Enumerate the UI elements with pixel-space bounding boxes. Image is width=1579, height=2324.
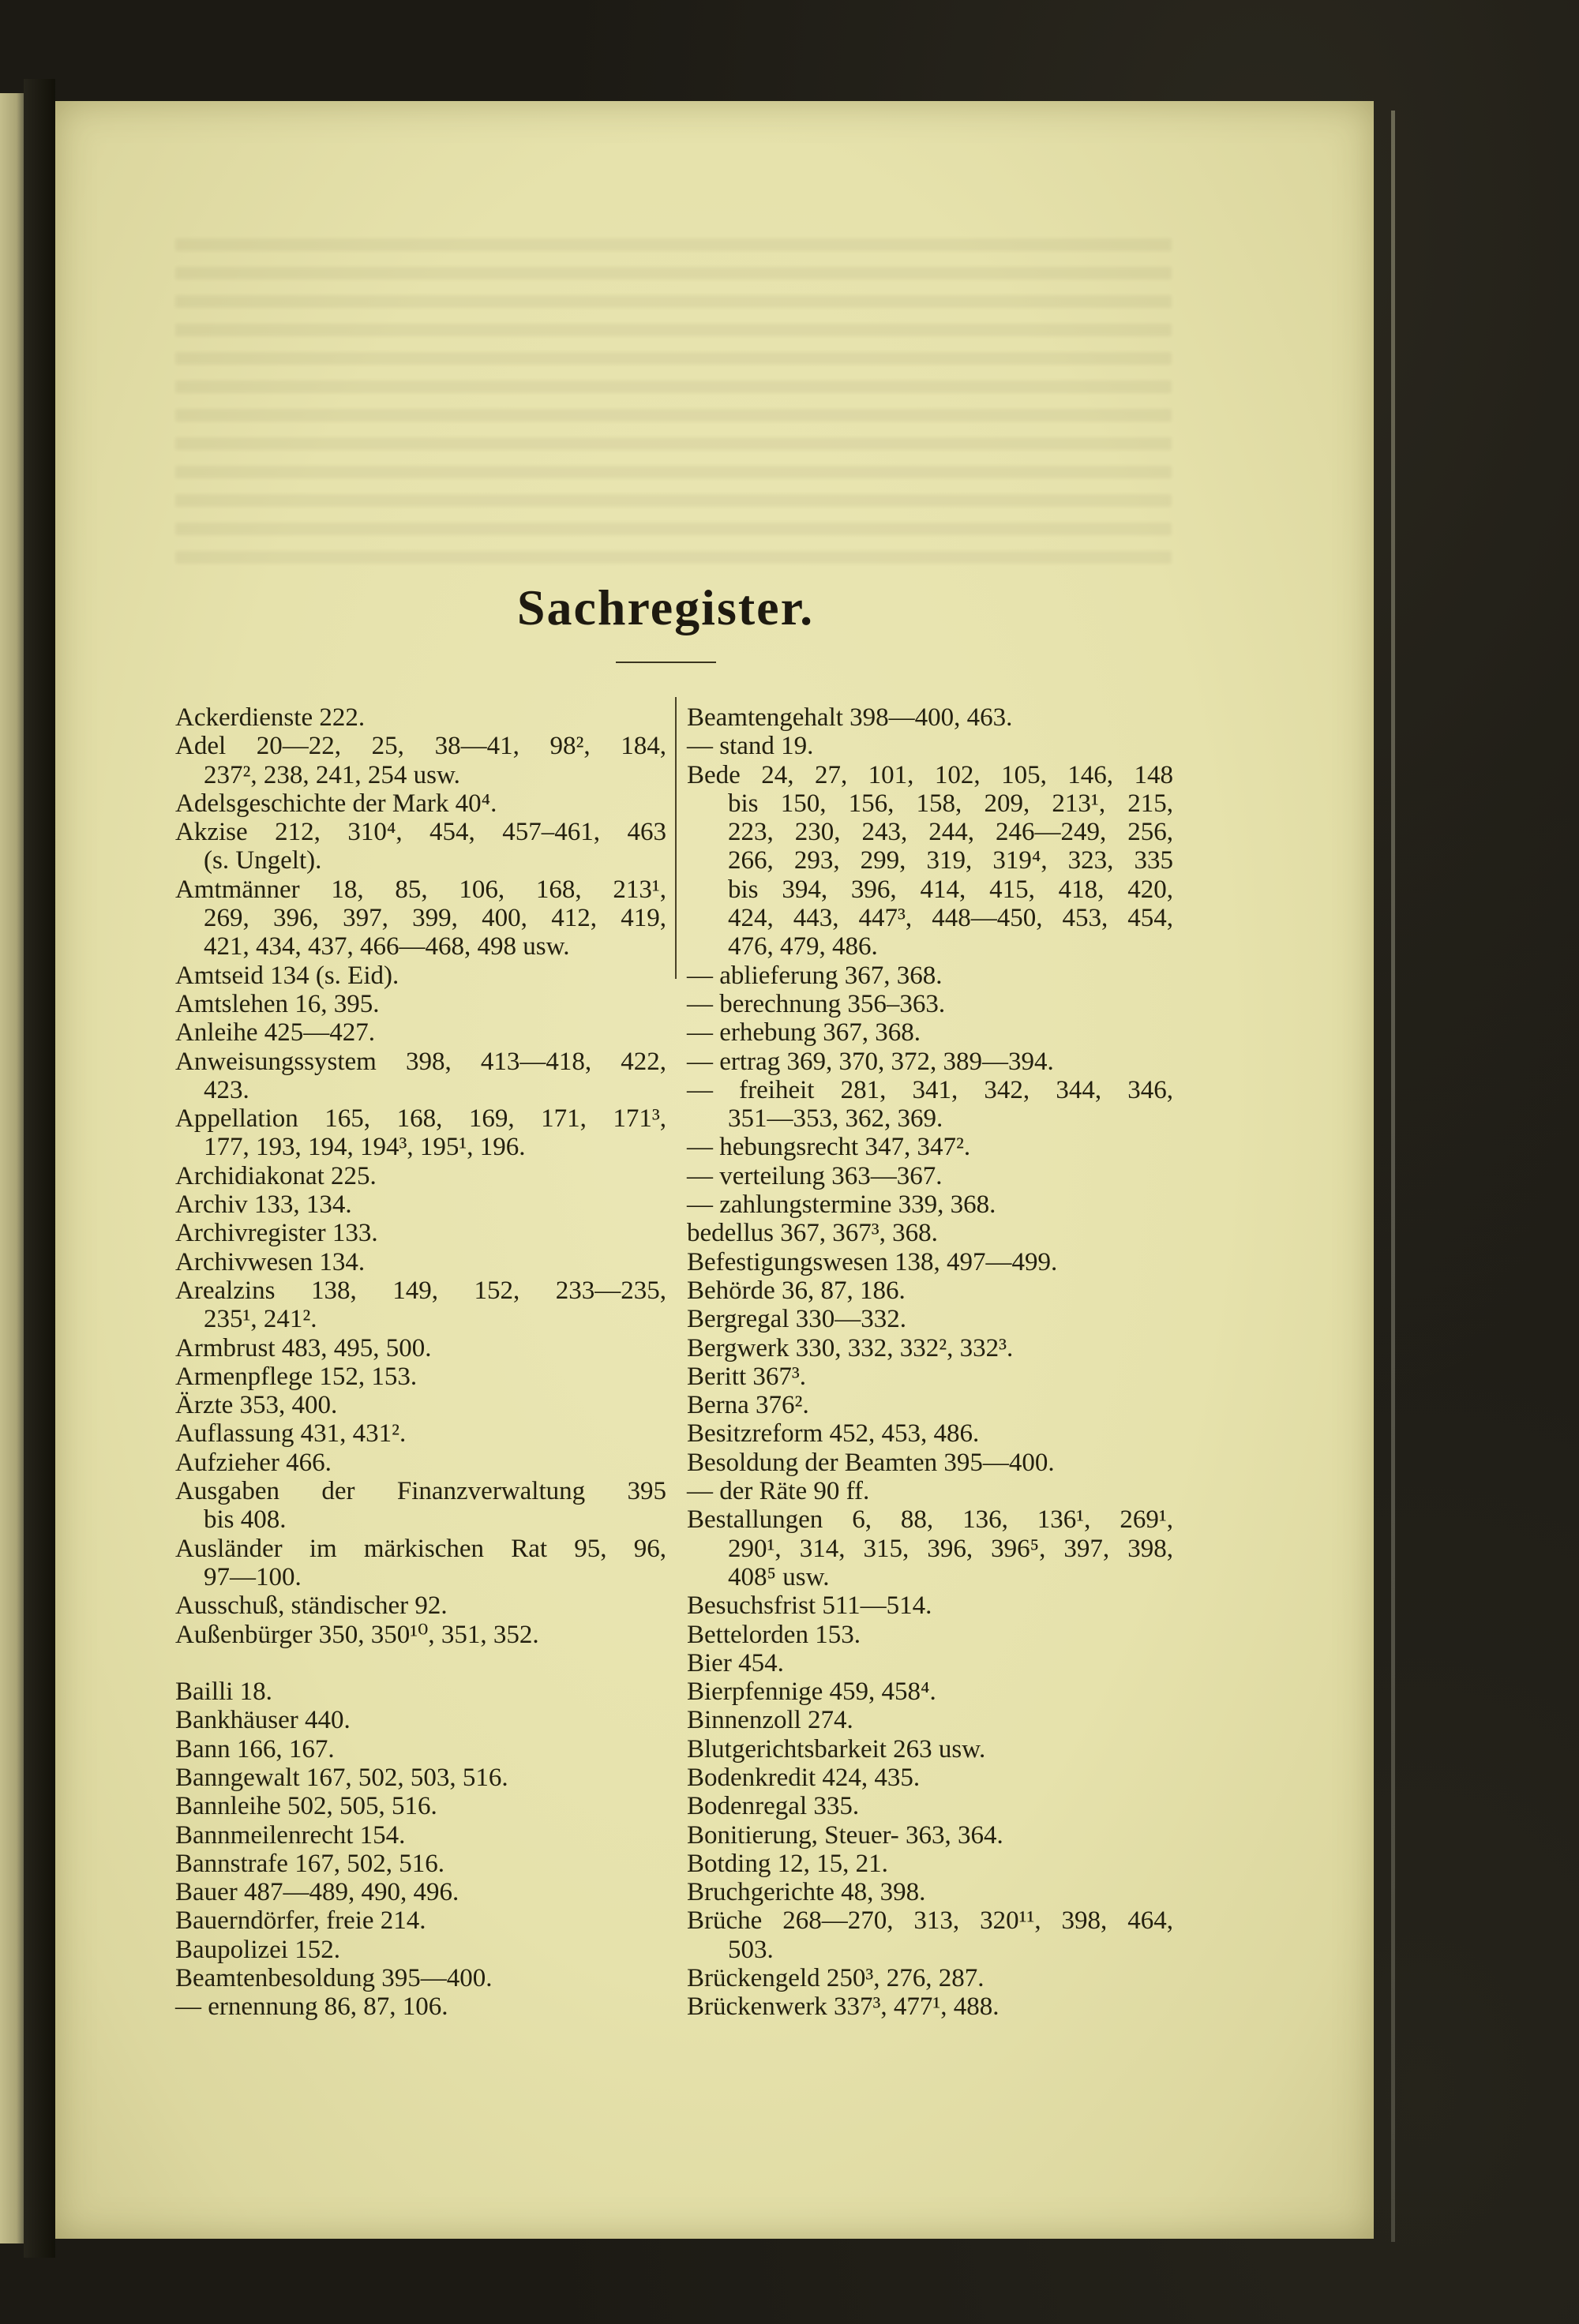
index-entry [687, 1706, 1173, 1734]
index-entry-line: Brüche 268—270, 313, 320¹¹, 398, 464, [687, 1906, 1173, 1936]
index-entry [687, 990, 1173, 1018]
index-section [175, 703, 666, 1649]
index-entry [687, 1821, 1173, 1850]
index-entry [175, 818, 666, 875]
index-column-right [687, 703, 1173, 2022]
index-entry [175, 1964, 666, 1992]
index-entry [175, 1906, 666, 1935]
index-entry [687, 1878, 1173, 1906]
index-entry-line: Anleihe 425—427. [175, 1018, 375, 1048]
index-entry [687, 1363, 1173, 1391]
index-entry [687, 1248, 1173, 1276]
index-entry [687, 761, 1173, 961]
index-entry [175, 1104, 666, 1162]
index-entry [175, 1621, 666, 1649]
index-entry [175, 961, 666, 990]
index-entry-line: Besitzreform 452, 453, 486. [687, 1419, 980, 1449]
index-entry [687, 1992, 1173, 2021]
index-entry [175, 1677, 666, 1706]
index-entry-line: 290¹, 314, 315, 396, 396⁵, 397, 398, [728, 1534, 1173, 1563]
index-entry-line: Bier 454. [687, 1648, 784, 1677]
index-entry [175, 1850, 666, 1878]
index-entry-line: — verteilung 363—367. [687, 1161, 943, 1190]
index-entry [687, 1964, 1173, 1992]
title-rule [616, 662, 716, 663]
index-entry-line: 351—353, 362, 369. [728, 1104, 943, 1134]
index-entry-line: Bierpfennige 459, 458⁴. [687, 1677, 936, 1707]
index-entry-line: Brückenwerk 337³, 477¹, 488. [687, 1992, 1000, 2022]
index-entry [175, 1048, 666, 1105]
index-entry-line: Aufzieher 466. [175, 1448, 332, 1477]
index-entry [175, 1735, 666, 1764]
index-entry [687, 732, 1173, 760]
index-entry-line: Bauer 487—489, 490, 496. [175, 1878, 459, 1907]
index-entry [687, 1792, 1173, 1820]
index-section [175, 1677, 666, 2022]
index-entry-line: Akzise 212, 310⁴, 454, 457–461, 463 [175, 818, 666, 847]
index-entry-line: 97—100. [204, 1562, 302, 1591]
index-entry-line: bedellus 367, 367³, 368. [687, 1219, 938, 1248]
index-entry-line: — erhebung 367, 368. [687, 1018, 921, 1048]
index-entry-line: 421, 434, 437, 466—468, 498 usw. [204, 932, 570, 961]
index-entry [687, 1391, 1173, 1419]
index-entry-line: 237², 238, 241, 254 usw. [204, 760, 460, 789]
index-entry [687, 1477, 1173, 1505]
index-entry [687, 1133, 1173, 1161]
index-entry-line: Bergregal 330—332. [687, 1305, 907, 1334]
index-entry-line: Amtseid 134 (s. Eid). [175, 961, 399, 990]
index-entry [175, 1419, 666, 1448]
index-entry-line: bis 408. [204, 1505, 287, 1535]
index-entry [175, 875, 666, 961]
index-entry [175, 1248, 666, 1276]
index-entry-line: Armenpflege 152, 153. [175, 1362, 418, 1391]
index-entry-line: Ausschuß, ständischer 92. [175, 1591, 448, 1621]
index-entry-line: bis 150, 156, 158, 209, 213¹, 215, [728, 789, 1173, 818]
index-entry [175, 1992, 666, 2021]
index-entry [687, 1190, 1173, 1219]
index-entry-line: Brückengeld 250³, 276, 287. [687, 1964, 985, 1993]
index-entry [175, 1764, 666, 1792]
index-entry [687, 1505, 1173, 1591]
index-entry-line: 269, 396, 397, 399, 400, 412, 419, [204, 904, 666, 933]
index-entry-line: — zahlungstermine 339, 368. [687, 1190, 996, 1220]
index-entry-line: Ackerdienste 222. [175, 703, 366, 732]
index-entry-line: Botding 12, 15, 21. [687, 1849, 888, 1878]
index-title: Sachregister. [516, 579, 815, 635]
index-entry [687, 1850, 1173, 1878]
index-entry [175, 1018, 666, 1047]
index-entry [175, 1363, 666, 1391]
index-entry-line: — hebungsrecht 347, 347². [687, 1133, 971, 1162]
index-entry [687, 1591, 1173, 1620]
index-entry-line: Bannstrafe 167, 502, 516. [175, 1849, 444, 1878]
index-entry [687, 1048, 1173, 1076]
index-entry-line: Bergwerk 330, 332, 332², 332³. [687, 1333, 1014, 1363]
index-entry-line: Bonitierung, Steuer- 363, 364. [687, 1820, 1003, 1850]
index-entry-line: Besuchsfrist 511—514. [687, 1591, 932, 1621]
index-entry [687, 1018, 1173, 1047]
index-entry [175, 1792, 666, 1820]
index-entry-line: Banngewalt 167, 502, 503, 516. [175, 1763, 508, 1792]
index-entry-line: Adelsgeschichte der Mark 40⁴. [175, 789, 497, 818]
index-entry [175, 703, 666, 732]
index-entry [175, 789, 666, 818]
index-entry [175, 1821, 666, 1850]
index-entry-line: Binnenzoll 274. [687, 1706, 853, 1735]
index-entry [175, 1878, 666, 1906]
index-entry-line: Bannmeilenrecht 154. [175, 1820, 406, 1850]
index-entry-line: Appellation 165, 168, 169, 171, 171³, [175, 1104, 666, 1134]
index-entry-line: Berna 376². [687, 1391, 809, 1420]
index-entry [175, 1936, 666, 1964]
index-entry [175, 1391, 666, 1419]
index-entry-line: Ausgaben der Finanzverwaltung 395 [175, 1477, 666, 1506]
index-entry-line: 503. [728, 1935, 774, 1964]
index-entry [687, 1735, 1173, 1764]
index-entry-line: Amtslehen 16, 395. [175, 989, 380, 1018]
index-entry [175, 1276, 666, 1334]
index-entry [687, 1764, 1173, 1792]
index-entry-line: 424, 443, 447³, 448—450, 453, 454, [728, 904, 1173, 933]
index-entry [687, 1419, 1173, 1448]
index-entry-line: 476, 479, 486. [728, 932, 878, 961]
index-entry [175, 990, 666, 1018]
index-entry-line: Bodenregal 335. [687, 1792, 860, 1821]
index-entry-line: Blutgerichtsbarkeit 263 usw. [687, 1734, 986, 1764]
index-entry-line: 423. [204, 1075, 249, 1104]
index-entry [175, 1162, 666, 1190]
index-entry-line: Bruchgerichte 48, 398. [687, 1878, 926, 1907]
index-entry [687, 1449, 1173, 1477]
index-entry-line: 177, 193, 194, 194³, 195¹, 196. [204, 1133, 526, 1162]
index-entry [175, 1591, 666, 1620]
index-entry [175, 1219, 666, 1247]
index-entry [687, 1621, 1173, 1649]
index-entry [175, 732, 666, 789]
index-section [687, 703, 1173, 2022]
index-entry [175, 1190, 666, 1219]
index-entry [687, 1305, 1173, 1333]
index-entry [175, 1334, 666, 1363]
index-entry-line: Bestallungen 6, 88, 136, 136¹, 269¹, [687, 1505, 1173, 1535]
index-entry-line: Baupolizei 152. [175, 1935, 340, 1964]
index-entry [175, 1706, 666, 1734]
index-entry-line: 235¹, 241². [204, 1305, 317, 1334]
index-entry-line: Adel 20—22, 25, 38—41, 98², 184, [175, 732, 666, 761]
index-entry [687, 1162, 1173, 1190]
index-entry-line: Archivwesen 134. [175, 1247, 366, 1276]
index-entry-line: Archivregister 133. [175, 1219, 378, 1248]
index-entry-line: — berechnung 356–363. [687, 989, 946, 1018]
index-entry [687, 961, 1173, 990]
index-entry [687, 1906, 1173, 1964]
index-entry-line: Bauerndörfer, freie 214. [175, 1906, 426, 1936]
index-entry [687, 1219, 1173, 1247]
index-entry-line: Außenbürger 350, 350¹⁰, 351, 352. [175, 1620, 539, 1649]
index-entry-line: — ernennung 86, 87, 106. [175, 1992, 448, 2022]
index-entry [687, 1334, 1173, 1363]
index-entry-line: 408⁵ usw. [728, 1562, 830, 1591]
index-entry-line: Bannleihe 502, 505, 516. [175, 1792, 437, 1821]
index-entry [687, 1076, 1173, 1134]
index-entry-line: Bettelorden 153. [687, 1620, 861, 1649]
index-entry-line: — der Räte 90 ff. [687, 1477, 870, 1506]
index-entry-line: (s. Ungelt). [204, 846, 322, 875]
index-entry-line: — stand 19. [687, 732, 814, 761]
index-entry-line: Bann 166, 167. [175, 1734, 335, 1764]
index-entry-line: 223, 230, 243, 244, 246—249, 256, [728, 818, 1173, 847]
page-fore-edge [1391, 111, 1395, 2242]
index-entry [175, 1535, 666, 1592]
index-entry [687, 1276, 1173, 1305]
index-entry-line: Behörde 36, 87, 186. [687, 1276, 906, 1305]
index-entry-line: Ausländer im märkischen Rat 95, 96, [175, 1534, 666, 1563]
index-entry-line: Anweisungssystem 398, 413—418, 422, [175, 1047, 666, 1076]
index-entry-line: bis 394, 396, 414, 415, 418, 420, [728, 875, 1173, 904]
index-entry-line: Bankhäuser 440. [175, 1706, 351, 1735]
show-through-stain [175, 229, 1172, 576]
index-entry [175, 1449, 666, 1477]
index-entry-line: Auflassung 431, 431². [175, 1419, 407, 1449]
index-entry-line: Ärzte 353, 400. [175, 1391, 338, 1420]
adjacent-page-edge [0, 93, 24, 2243]
index-entry-line: Besoldung der Beamten 395—400. [687, 1448, 1055, 1477]
index-entry [175, 1477, 666, 1535]
index-entry-line: Archiv 133, 134. [175, 1190, 352, 1220]
index-entry-line: Beamtengehalt 398—400, 463. [687, 703, 1013, 732]
index-entry-line: Arealzins 138, 149, 152, 233—235, [175, 1276, 666, 1305]
index-entry-line: — freiheit 281, 341, 342, 344, 346, [687, 1075, 1173, 1104]
index-entry-line: Armbrust 483, 495, 500. [175, 1333, 432, 1363]
index-column-left [175, 703, 666, 2022]
index-entry-line: Beritt 367³. [687, 1362, 807, 1391]
index-entry-line: Bailli 18. [175, 1677, 272, 1707]
index-entry-line: Befestigungswesen 138, 497—499. [687, 1247, 1058, 1276]
index-entry-line: Archidiakonat 225. [175, 1161, 377, 1190]
index-entry-line: — ablieferung 367, 368. [687, 961, 943, 990]
index-entry-line: Bede 24, 27, 101, 102, 105, 146, 148 [687, 760, 1173, 789]
index-entry-line: 266, 293, 299, 319, 319⁴, 323, 335 [728, 846, 1173, 875]
book-gutter [24, 79, 55, 2258]
column-divider [675, 697, 677, 979]
index-entry [687, 1649, 1173, 1677]
index-entry [687, 1677, 1173, 1706]
index-entry-line: Beamtenbesoldung 395—400. [175, 1964, 493, 1993]
index-entry-line: — ertrag 369, 370, 372, 389—394. [687, 1047, 1054, 1076]
index-entry [687, 703, 1173, 732]
index-entry-line: Amtmänner 18, 85, 106, 168, 213¹, [175, 875, 666, 904]
index-entry-line: Bodenkredit 424, 435. [687, 1763, 921, 1792]
